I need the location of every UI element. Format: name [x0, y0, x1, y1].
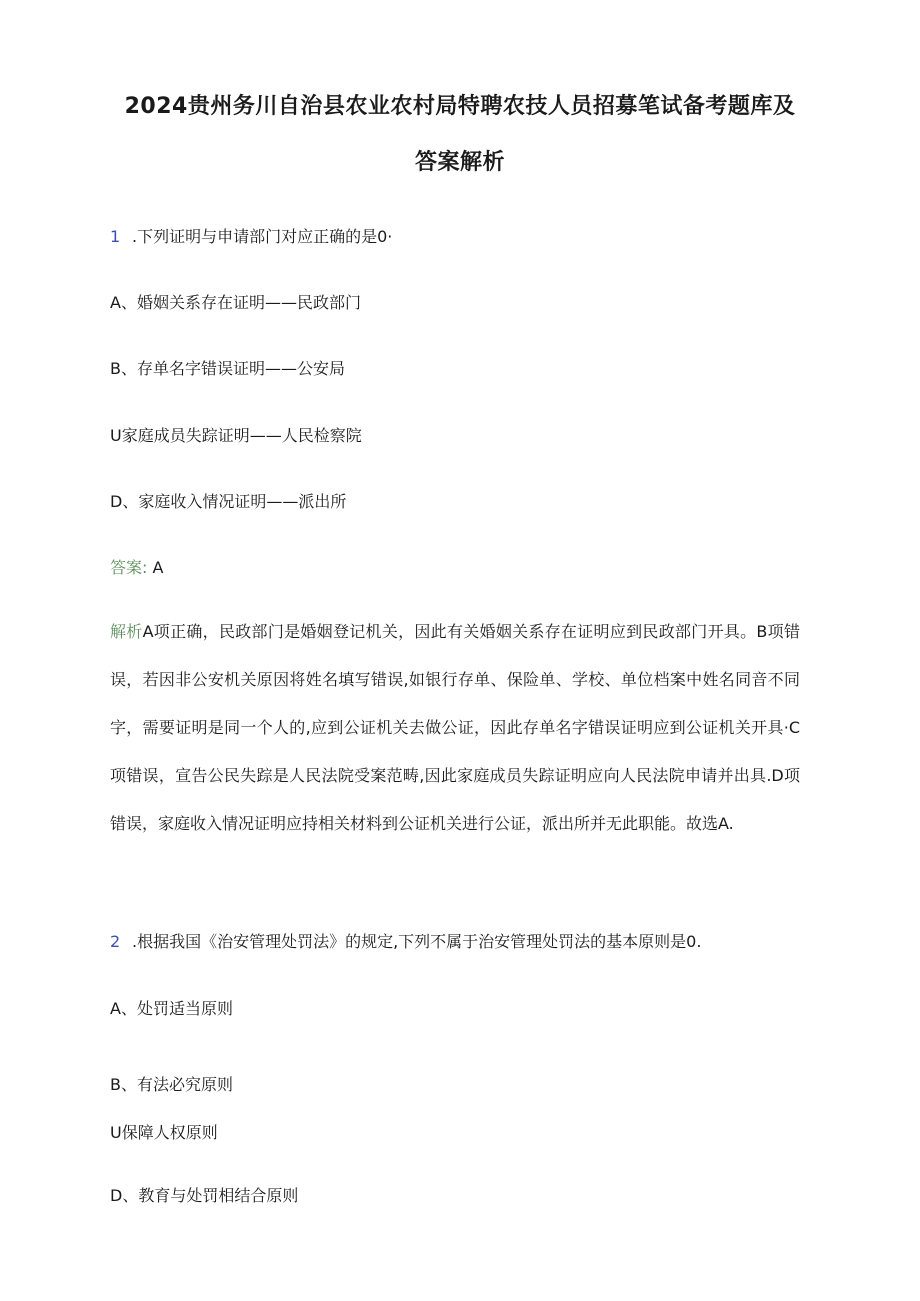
question-1-answer: [110, 555, 163, 578]
question-2: [110, 929, 701, 952]
question-1-text: .下列证明与申请部门对应正确的是0·: [132, 227, 393, 246]
question-2-option-c: U保障人权原则: [110, 1123, 218, 1142]
question-2-text: .根据我国《治安管理处罚法》的规定,下列不属于治安管理处罚法的基本原则是0.: [132, 932, 702, 951]
question-1-option-d: D、家庭收入情况证明——派出所: [110, 492, 347, 511]
question-1: [110, 224, 392, 247]
question-1-option-a: A、婚姻关系存在证明——民政部门: [110, 293, 361, 312]
question-2-number: 2: [110, 932, 121, 951]
analysis-label: 解析: [110, 622, 143, 641]
answer-value: A: [152, 558, 164, 577]
question-2-option-b: B、有法必究原则: [110, 1075, 233, 1094]
question-1-analysis: [110, 608, 800, 848]
answer-label: 答案:: [110, 558, 148, 577]
document-title-line-2: 答案解析: [414, 150, 505, 175]
question-1-option-c: U家庭成员失踪证明——人民检察院: [110, 426, 362, 445]
question-2-option-d: D、教育与处罚相结合原则: [110, 1186, 299, 1205]
question-1-option-b: B、存单名字错误证明——公安局: [110, 359, 345, 378]
document-title-line-1: 2024贵州务川自治县农业农村局特聘农技人员招募笔试备考题库及: [124, 94, 796, 119]
analysis-text: A项正确，民政部门是婚姻登记机关，因此有关婚姻关系存在证明应到民政部门开具。B项错误，若因非公安机关原因将姓名填写错误,如银行存单、保险单、学校、单位档案中姓名同音不同字，需要证明是同一个人的,应到公证机关去做公证，因此存单名字错误证明应到公证机关开具·C项错误，宣告公民失踪是人民法院受案范畴,因此家庭成员失踪证明应向人民法院申请并出具.D项错误，家庭收入情况证明应持相关材料到公证机关进行公证，派出所并无此职能。故选A.: [110, 622, 800, 833]
question-1-number: 1: [110, 227, 121, 246]
question-2-option-a: A、处罚适当原则: [110, 999, 233, 1018]
